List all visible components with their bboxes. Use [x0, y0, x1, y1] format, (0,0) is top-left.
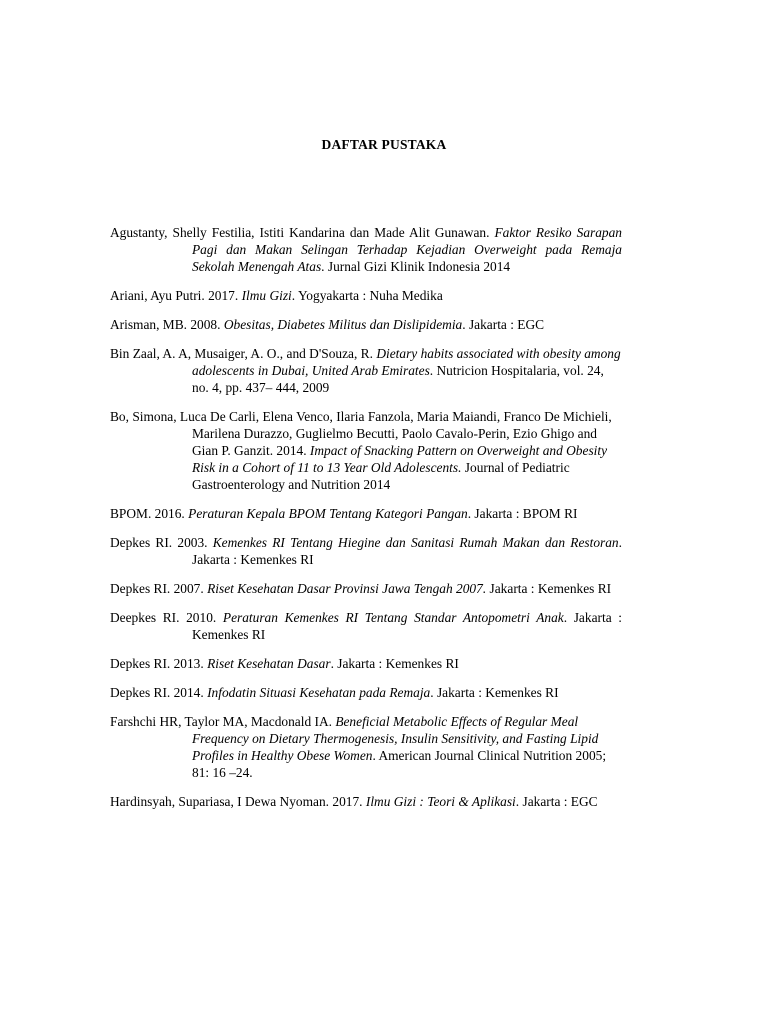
reference-entry: BPOM. 2016. Peraturan Kepala BPOM Tentang Kategori Pangan. Jakarta : BPOM RI	[110, 506, 578, 521]
reference-entry: Arisman, MB. 2008. Obesitas, Diabetes Militus dan Dislipidemia. Jakarta : EGC	[110, 317, 545, 332]
page-title: DAFTAR PUSTAKA	[321, 137, 447, 152]
reference-entry: Depkes RI. 2003. Kemenkes RI Tentang Hiegine dan Sanitasi Rumah Makan dan Restoran. Jakarta : Kemenkes RI	[110, 535, 622, 567]
reference-entry: Depkes RI. 2013. Riset Kesehatan Dasar. Jakarta : Kemenkes RI	[110, 656, 459, 671]
reference-entry: Ariani, Ayu Putri. 2017. Ilmu Gizi. Yogyakarta : Nuha Medika	[110, 288, 443, 303]
reference-entry: Farshchi HR, Taylor MA, Macdonald IA. Beneficial Metabolic Effects of Regular Meal Frequency on Dietary Thermogenesis, Insulin Sensitivity, and Fasting Lipid Profiles in Healthy Obese Women. American Journal Clinical Nutrition 2005; 81: 16 –24.	[110, 714, 607, 780]
reference-entry: Deepkes RI. 2010. Peraturan Kemenkes RI Tentang Standar Antopometri Anak. Jakarta : Kemenkes RI	[110, 610, 622, 642]
reference-entry: Bin Zaal, A. A, Musaiger, A. O., and D'Souza, R. Dietary habits associated with obesity among adolescents in Dubai, United Arab Emirates. Nutricion Hospitalaria, vol. 24, no. 4, pp. 437– 444, 2009	[110, 346, 621, 395]
reference-list	[110, 224, 622, 822]
reference-entry: Agustanty, Shelly Festilia, Istiti Kandarina dan Made Alit Gunawan. Faktor Resiko Sarapan Pagi dan Makan Selingan Terhadap Kejadian Overweight pada Remaja Sekolah Menengah Atas. Jurnal Gizi Klinik Indonesia 2014	[110, 225, 623, 274]
reference-entry: Depkes RI. 2007. Riset Kesehatan Dasar Provinsi Jawa Tengah 2007. Jakarta : Kemenkes RI	[110, 581, 612, 596]
reference-entry: Hardinsyah, Supariasa, I Dewa Nyoman. 2017. Ilmu Gizi : Teori & Aplikasi. Jakarta : EGC	[110, 794, 598, 809]
reference-entry: Depkes RI. 2014. Infodatin Situasi Kesehatan pada Remaja. Jakarta : Kemenkes RI	[110, 685, 559, 700]
reference-entry: Bo, Simona, Luca De Carli, Elena Venco, Ilaria Fanzola, Maria Maiandi, Franco De Michieli, Marilena Durazzo, Guglielmo Becutti, Paolo Cavalo-Perin, Ezio Ghigo and Gian P. Ganzit. 2014. Impact of Snacking Pattern on Overweight and Obesity Risk in a Cohort of 11 to 13 Year Old Adolescents. Journal of Pediatric Gastroenterology and Nutrition 2014	[110, 409, 612, 492]
